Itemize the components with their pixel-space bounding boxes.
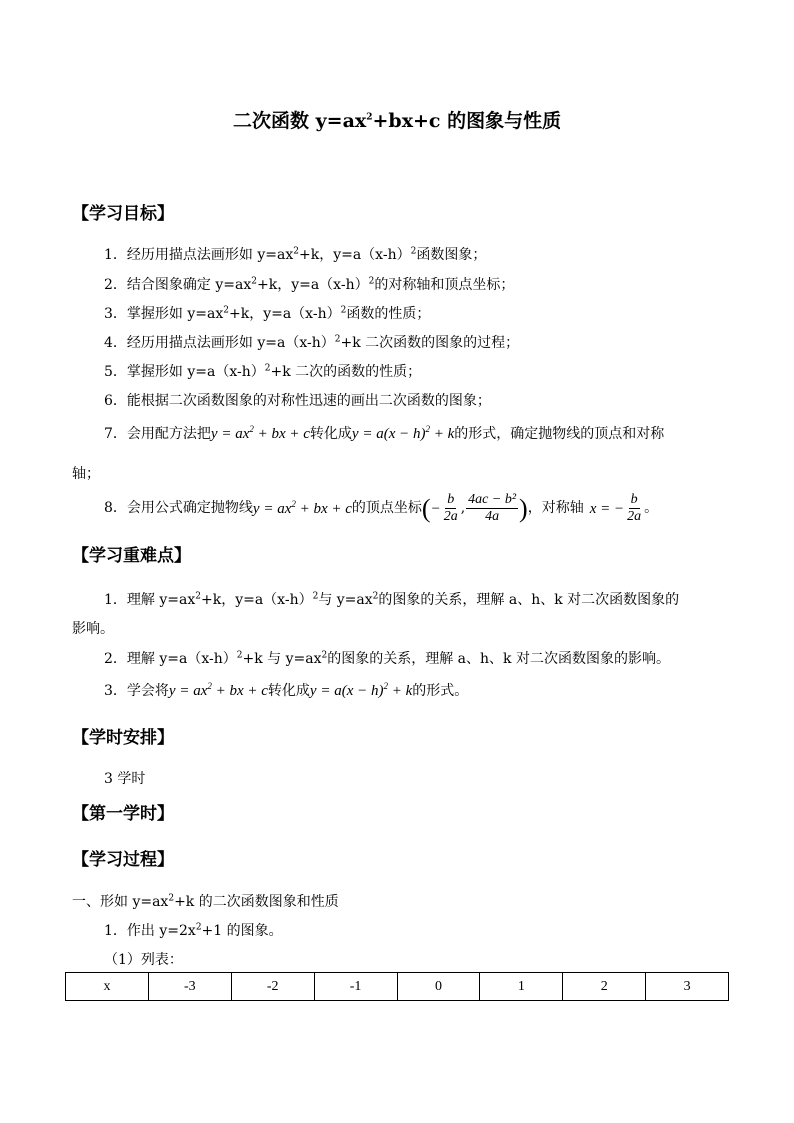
table-cell: 0 bbox=[397, 973, 480, 1001]
keypoint-item-2: 2．理解 $y=a(x-h)^2+k$ 与 $y=ax^2$的图象的关系，理解 a、h、k 对二次函数图象的影响。 bbox=[104, 650, 670, 667]
objective-item-8: 8．会用公式确定抛物线 $y = ax^2$ + bx + c 的顶点坐标 ( − $\frac{b}{2a}$ , $\frac{\text{4ac − b²}}{4a}$ ) ，对称轴 x = − $\frac{b}{2a}$ 。 bbox=[104, 492, 659, 525]
fraction-axis-b-over-2a: $\frac{b}{2a}$ bbox=[627, 492, 642, 525]
schedule-text: 3 学时 bbox=[104, 771, 146, 787]
section-heading-process: 【学习过程】 bbox=[72, 850, 174, 870]
table-cell: 1 bbox=[480, 973, 563, 1001]
section-heading-objectives: 【学习目标】 bbox=[72, 204, 174, 224]
objective-item-2: 2．结合图象确定 $y=ax^2+k$，$y=a(x-h)^2$的对称轴和顶点坐标； bbox=[104, 276, 515, 293]
process-task-1: 1．作出 $y=2x^2+1$ 的图象。 bbox=[104, 922, 283, 939]
keypoint-item-1: 1．理解 $y=ax^2+k$，$y=a(x-h)^2$与 $y=ax^2$的图象的关系，理解 a、h、k 对二次函数图象的 bbox=[104, 591, 680, 608]
section-heading-keypoints: 【学习重难点】 bbox=[72, 546, 191, 566]
process-section-1: 一、形如 $y=ax^2+k$ 的二次函数图象和性质 bbox=[72, 893, 339, 910]
table-cell: 2 bbox=[563, 973, 646, 1001]
process-step-1: （1）列表： bbox=[104, 952, 183, 968]
table-cell: -2 bbox=[231, 973, 314, 1001]
table-cell: x bbox=[66, 973, 149, 1001]
fraction-b-over-2a: $\frac{b}{2a}$ bbox=[443, 492, 458, 525]
objective-item-1: 1．经历用描点法画形如 $y=ax^2+k$，$y=a(x-h)^2$函数图象； bbox=[104, 246, 487, 263]
table-cell: 3 bbox=[646, 973, 729, 1001]
table-cell: -3 bbox=[148, 973, 231, 1001]
objective-item-7-continued: 轴； bbox=[72, 466, 100, 482]
objective-item-4: 4．经历用描点法画形如 $y=a(x-h)^2+k$ 二次函数的图象的过程； bbox=[104, 334, 520, 351]
objective-item-6: 6．能根据二次函数图象的对称性迅速的画出二次函数的图象； bbox=[104, 393, 491, 409]
keypoint-item-1-continued: 影响。 bbox=[72, 621, 114, 637]
table-cell: -1 bbox=[314, 973, 397, 1001]
objective-item-3: 3．掌握形如 $y=ax^2+k$，$y=a(x-h)^2$函数的性质； bbox=[104, 305, 431, 322]
section-heading-first-lesson: 【第一学时】 bbox=[72, 804, 174, 824]
keypoint-item-3: 3．学会将$y = ax^2$ + bx + c转化成$y = a(x - h)^2 + k$的形式。 bbox=[104, 681, 469, 699]
page-title: 二次函数 $y=ax^2+bx+c$ 的图象与性质 bbox=[233, 110, 562, 132]
values-table bbox=[65, 972, 729, 1001]
section-heading-schedule: 【学时安排】 bbox=[72, 728, 174, 748]
objective-item-7: 7．会用配方法把$y = ax^2$ + bx + c转化成$y = a(x - h)^2 + k$的形式，确定抛物线的顶点和对称 bbox=[104, 424, 665, 442]
objective-item-5: 5．掌握形如 $y=a(x-h)^2+k$ 二次的函数的性质； bbox=[104, 363, 422, 380]
table-row bbox=[66, 973, 729, 1001]
fraction-4ac-minus-b2-over-4a: $\frac{\text{4ac − b²}}{4a}$ bbox=[468, 492, 517, 525]
